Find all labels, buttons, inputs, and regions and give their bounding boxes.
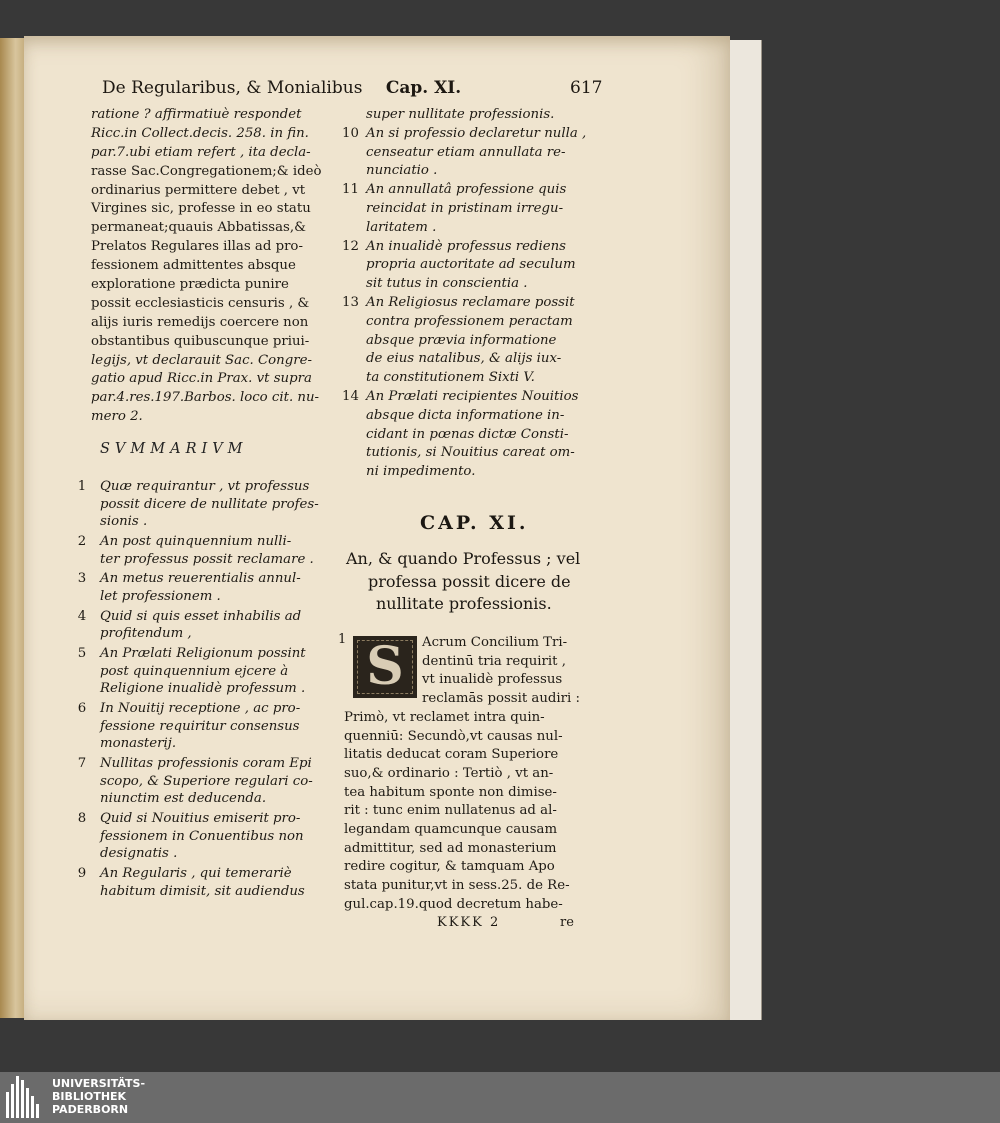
text-line: par.4.res.197.Barbos. loco cit. nu- [91, 390, 320, 406]
text-line: habitum dimisit, sit audiendus [100, 883, 305, 899]
text-line: ratione ? affirmatiuè respondet [91, 107, 302, 122]
text-line: reincidat in pristinam irregu- [366, 200, 564, 216]
text-line: Virgines sic, professe in eo statu [91, 201, 311, 217]
chapter-body-text [344, 634, 600, 915]
summary-item-number: 7 [77, 755, 87, 771]
text-line: Nullitas professionis coram Epi [100, 755, 312, 771]
text-line: An Religiosus reclamare possit [366, 294, 575, 310]
text-line: An si professio declaretur nulla , [366, 125, 587, 141]
chapter-heading-line: An, & quando Professus ; vel [346, 549, 581, 568]
summary-item-number: 6 [77, 700, 87, 716]
text-line: vt inualidè professus [422, 672, 563, 688]
text-line: contra professionem peractam [366, 313, 573, 329]
summary-item [72, 570, 342, 605]
decorated-initial: S [353, 636, 417, 698]
text-line: Quid si Nouitius emiserit pro- [100, 810, 301, 826]
text-line: gatio apud Ricc.in Prax. vt supra [91, 371, 312, 387]
summary-item-number: 10 [342, 125, 359, 141]
summary-title: SVMMARIVM [100, 441, 248, 457]
text-line: reclamās possit audiri : [422, 691, 580, 707]
page-number: 617 [570, 78, 603, 98]
text-line: monasterij. [100, 736, 177, 752]
text-line: dentinū tria requirit , [422, 653, 566, 669]
summary-item [72, 700, 342, 753]
summary-item [72, 810, 342, 863]
text-line: laritatem . [366, 219, 437, 235]
summary-item [72, 645, 342, 698]
summary-item-number: 12 [342, 238, 359, 254]
text-line: suo,& ordinario : Tertiò , vt an- [344, 765, 554, 781]
catchword: re [560, 915, 574, 930]
text-line: absque prævia informatione [366, 332, 557, 348]
text-line: possit ecclesiasticis censuris , & [91, 295, 310, 311]
text-line: Quid si quis esset inhabilis ad [100, 608, 302, 624]
text-line: An inualidè professus rediens [366, 238, 566, 254]
text-line: An metus reuerentialis annul- [100, 571, 301, 587]
text-line: sit tutus in conscientia . [366, 276, 528, 292]
summary-item-number: 4 [77, 608, 87, 624]
text-line: designatis . [100, 846, 178, 862]
text-line: stata punitur,vt in sess.25. de Re- [344, 878, 570, 894]
text-line: cidant in pœnas dictæ Consti- [366, 426, 569, 442]
text-line: par.7.ubi etiam refert , ita decla- [91, 144, 311, 160]
text-line: An Prælati recipientes Nouitios [366, 388, 579, 404]
summary-item-number: 2 [77, 534, 87, 549]
text-line: An post quinquennium nulli- [100, 534, 292, 549]
text-line: propria auctoritate ad seculum [366, 257, 576, 273]
text-line: fessione requiritur consensus [100, 718, 300, 734]
summary-list-continued [342, 106, 602, 482]
text-line: censeatur etiam annullata re- [366, 144, 566, 160]
library-logo-icon [6, 1076, 44, 1118]
chapter-title: CAP. XI. [420, 512, 529, 534]
text-line: obstantibus quibuscunque priui- [91, 333, 310, 349]
summary-item-number: 14 [342, 388, 359, 404]
text-line: absque dicta informatione in- [366, 407, 565, 423]
text-line: nunciatio . [366, 163, 438, 179]
text-line: gul.cap.19.quod decretum habe- [344, 896, 563, 912]
chapter-heading-line: professa possit dicere de [368, 571, 571, 591]
summary-item-number: 5 [77, 645, 87, 661]
text-line: Primò, vt reclamet intra quin- [344, 709, 545, 725]
text-line: fessionem admittentes absque [91, 258, 296, 274]
text-line: sionis . [100, 514, 148, 530]
text-line: Acrum Concilium Tri- [422, 635, 568, 650]
text-line: ni impedimento. [366, 464, 476, 480]
summary-item [72, 533, 342, 568]
text-line: tea habitum sponte non dimise- [344, 784, 557, 800]
text-line: legandam quamcunque causam [344, 822, 558, 838]
summary-item-number: 1 [77, 479, 87, 494]
text-line: fessionem in Conuentibus non [100, 828, 304, 844]
text-line: exploratione prædicta punire [91, 277, 289, 293]
text-line: ta constitutionem Sixti V. [366, 370, 535, 386]
text-line: niunctim est deducenda. [100, 791, 267, 807]
text-line: ordinarius permittere debet , vt [91, 182, 306, 198]
summary-item [342, 238, 602, 294]
summary-item-number: 3 [77, 571, 87, 587]
text-line: ter professus possit reclamare . [100, 551, 314, 567]
summary-item [342, 125, 602, 181]
text-line: super nullitate professionis. [366, 107, 555, 122]
text-line: scopo, & Superiore regulari co- [100, 773, 313, 789]
text-line: An Prælati Religionum possint [100, 645, 306, 661]
chapter-heading-line: nullitate professionis. [376, 594, 552, 613]
library-footer [0, 1072, 1000, 1123]
text-line: permaneat;quauis Abbatissas,& [91, 220, 306, 236]
text-line: Quæ requirantur , vt professus [100, 479, 310, 494]
text-line: An annullatâ professione quis [366, 182, 567, 198]
text-line: Prelatos Regulares illas ad pro- [91, 239, 303, 255]
text-line: alijs iuris remedijs coercere non [91, 314, 309, 330]
running-head-chapter: Cap. XI. [385, 78, 462, 98]
text-line: rit : tunc enim nullatenus ad al- [344, 803, 557, 819]
signature-mark: KKKK 2 [437, 915, 501, 930]
summary-item [342, 106, 602, 125]
text-line: possit dicere de nullitate profes- [100, 496, 319, 512]
summary-item-number: 9 [77, 865, 87, 881]
summary-item [342, 388, 602, 482]
facing-page-edge [0, 38, 26, 1018]
text-line: An Regularis , qui temerariè [100, 865, 292, 881]
chapter-heading [346, 548, 616, 616]
text-line: rasse Sac.Congregationem;& ideò [91, 163, 322, 179]
body-marginal-number: 1 [338, 632, 347, 647]
summary-item-number: 11 [342, 182, 359, 198]
logo-line: PADERBORN [52, 1103, 129, 1116]
text-line: profitendum , [100, 626, 192, 642]
summary-item-number: 13 [342, 294, 359, 310]
summary-item [72, 478, 342, 531]
summary-item [72, 755, 342, 808]
summary-item-number: 8 [77, 810, 87, 826]
running-head-title: De Regularibus, & Monialibus [102, 78, 363, 98]
text-line: let professionem . [100, 589, 221, 604]
text-line: mero 2. [91, 409, 143, 425]
text-line: de eius natalibus, & alijs iux- [366, 351, 562, 367]
text-line: litatis deducat coram Superiore [344, 747, 559, 763]
text-line: quenniū: Secundò,vt causas nul- [344, 728, 563, 744]
summary-list [72, 478, 342, 902]
text-line: admittitur, sed ad monasterium [344, 840, 557, 856]
summary-item [72, 608, 342, 643]
library-logo-text [52, 1077, 145, 1116]
summary-item [72, 865, 342, 900]
text-line: Ricc.in Collect.decis. 258. in fin. [91, 125, 309, 141]
left-column-text [91, 106, 336, 427]
logo-line: BIBLIOTHEK [52, 1090, 127, 1103]
text-line: Religione inualidè professum . [100, 681, 306, 697]
logo-line: UNIVERSITÄTS- [52, 1077, 146, 1090]
text-line: In Nouitij receptione , ac pro- [100, 700, 301, 716]
summary-item [342, 181, 602, 237]
text-line: post quinquennium ejcere à [100, 663, 289, 679]
text-line: redire cogitur, & tamquam Apo [344, 859, 555, 875]
summary-item [342, 294, 602, 388]
text-line: legijs, vt declarauit Sac. Congre- [91, 352, 312, 368]
text-line: tutionis, si Nouitius careat om- [366, 445, 575, 461]
running-head [102, 78, 603, 98]
